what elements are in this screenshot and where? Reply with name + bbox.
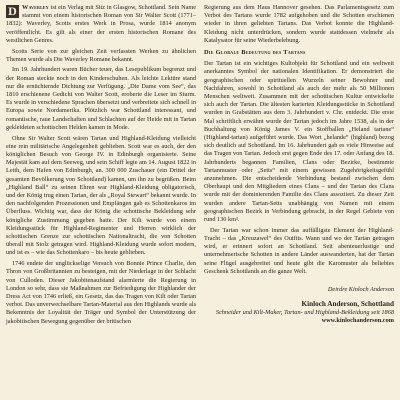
company-tagline: Schneider und Kilt-Maker, Tartan- und Highland-Bekleidung seit 1868 [215, 309, 394, 317]
company-name: Kinloch Anderson, Schottland [301, 300, 394, 309]
company-footer [204, 300, 394, 325]
paragraph-king-visit: Ohne Sir Walter Scott wären Tartan und Highland-Kleidung vielleicht eine rein militärische Angelegenheit geblieben. Scott war es auch, der den königlichen Besuch von George IV. in Edinburgh organisierte. Seine Majestät kam auf dem Seeweg, und sein Schiff legte am 14. August 1822 in Leith, dem Hafen von Edinburgh, an. 300 000 Zuschauer (ein Drittel der gesamten Bevölkerung von Schottland) kamen, um ihn zu begrüßen. Beim „Highland Ball“ zu seinen Ehren war Highland-Kleidung obligatorisch, und der König trug einen Tartan, der als „Royal Stewart“ bekannt wurde. In den nachfolgenden Prozessionen und Empfängen gab es Schottenkaros im Überfluss. Wichtig war, dass der König die schottische Bekleidung sehr königliche Zustimmung gegeben hatte. Der Kilt wurde von einem Kleidungsstück für Highland-Regimenter und Herren wirklich der schottischen Grenze zur schottischen Nationaltracht, die von Schotten überall mit Stolz getragen wird. Highland-Kleidung wurde sofort modern, und ist es – wie das Schottenkaro – bis heute geblieben. [6, 134, 196, 257]
left-column [6, 4, 196, 396]
paragraph-government: Regierung aus dem Haus Hannover gesehen. Das Parlamentsgesetz zum Verbot des Tartans wurde 1782 aufgehoben und die Schotten erschienen wieder in ihren geliebten Tartans. Das Verbot konnte die Highland-Kleidung nicht unterdrücken, sondern wurde stattdessen vielmehr als Katalysator für seine Wiederbelebung. [204, 4, 394, 44]
intro-text: ist ein Verlag mit Sitz in Glasgow, Schottland. Sein Name stammt von einem historischen Roman von Sir Walter Scott (1771–1832): Waverley, Scotts erstes Werk in Prosa, wurde 1814 anonym veröffentlicht. Es gilt als einer der ersten historischen Romane des westlichen Genres. [6, 4, 196, 44]
intro-paragraph [6, 4, 196, 45]
right-column [204, 4, 394, 396]
paragraph-global-significance: Der Tartan ist ein wichtiges Kultobjekt für Schottland und ein weltweit anerkanntes Symbol der nationalen Identifikation. Er demonstriert die geographischen oder spirituellen Wurzeln seiner Bewohner und Nachfahren, sowohl in Schottland als auch der mehr als 50 Millionen Menschen weltweit. Zusammen mit der schottischen Kultur entwickelte sich auch der Tartan. Die ältesten karierten Kleidungsstücke in Schottland wurden in Grabstätten aus dem 3. Jahrhundert v. Chr. entdeckt. Die erste Mal schriftlich erwähnt wurde der Tartan jedoch im Jahre 1538, als in der Buchhaltung von König James V. ein Stoffballen „Heland tartane“ (Highland-tartan) aufgeführt wurde. Das Wort „helande“ (highland) bezog sich deutlich auf Schottland. Im 16. Jahrhundert gab es viele Hinweise auf das Tragen von Tartan. Jedoch erst gegen Ende des 17. oder Anfang des 18. Jahrhunderts begannen Familien, Clans oder Bezirke, bestimmte Tartanmuster oder „Setts“ mit einem gewissen Zugehörigkeitsgefühl anzunehmen. Die entscheidende Verbindung bestand zwischen dem Oberhaupt und den Mitgliedern eines Clans – und der Tartan des Clans wurde mit der dominierenden Familie des Clans assoziiert. Zu dieser Zeit wurden andere Tartan-Setts unabhängig von Namen mit einem geographischen Bezirk in Verbindung gebracht, in der Regel Gebiete von rund 130 km². [204, 60, 394, 224]
paragraph-19th-century: Im 19. Jahrhundert waren Bücher teuer, das Lesepublikum begrenzt und der Roman steckte noch in den Kinderschuhen. Als leichte Lektüre stand nur die ernüchternde Dichtung zur Verfügung. „Die Dame vom See“, das 1810 erschienene Gedicht von Walter Scott, eroberte die Leser im Sturm. Es wurde in verschiedene Sprachen übersetzt und verbreitete sich schnell in Europa sowie Nordamerika. Plötzlich war Schottland interessant, und romantische, raue Landschaften und Schlachten auf der Heide mit in Tartan gekleideten schottischen Helden kamen in Mode. [6, 66, 196, 131]
document-page [6, 4, 394, 396]
author-signature: Deirdre Kinloch Anderson [327, 286, 394, 293]
lead-word: Waverley [22, 4, 49, 11]
section-heading: Die Globale Bedeutung des Tartans [204, 49, 306, 57]
drop-cap: D [6, 5, 19, 18]
company-website-link[interactable]: www.kinlochanderson.com [321, 317, 394, 325]
paragraph-waverley-novels: Scotts Serie von zur gleichen Zeit verfassten Werken zu ähnlichen Themen wurde als Die Waverley Romane bekannt. [6, 47, 196, 63]
paragraph-dress-act: 1746 endete der unglückselige Versuch von Bonnie Prince Charlie, den Thron von Großbritannien zu besteigen, mit der Niederlage in der Schlacht von Culloden. Dieser Jakobitenaufstand alarmierte die Regierung in London so sehr, dass sie Maßnahmen zur Befriedigung der Highlander der Dress Act von 1746 erließ, ein Gesetz, das das Tragen von Kilt oder Tartan verbot. Das unverwechselbare Tartan-Material aus den Highlands wurde als Bekenntnis der Loyalität der Träger und Symbol der Unterstützung der jakobitischen Bewegung gegenüber der britischen [6, 260, 196, 325]
paragraph-highland-dress: Der Tartan war schon immer das auffälligste Element der Highland-Tracht – das „Kreuzawel“ des Outfits. Wann und wo der Tartan getragen wird, er erinnert sofort an Schottland. Seit abenteuerlustige und unternehmerische Schotten in andere Länder auswanderten, hat der Tartan seine Flügel ausgebreitet und heute gibt die Karomuster als beliebtes Geschenk Schottlands an die ganze Welt. [204, 226, 394, 275]
